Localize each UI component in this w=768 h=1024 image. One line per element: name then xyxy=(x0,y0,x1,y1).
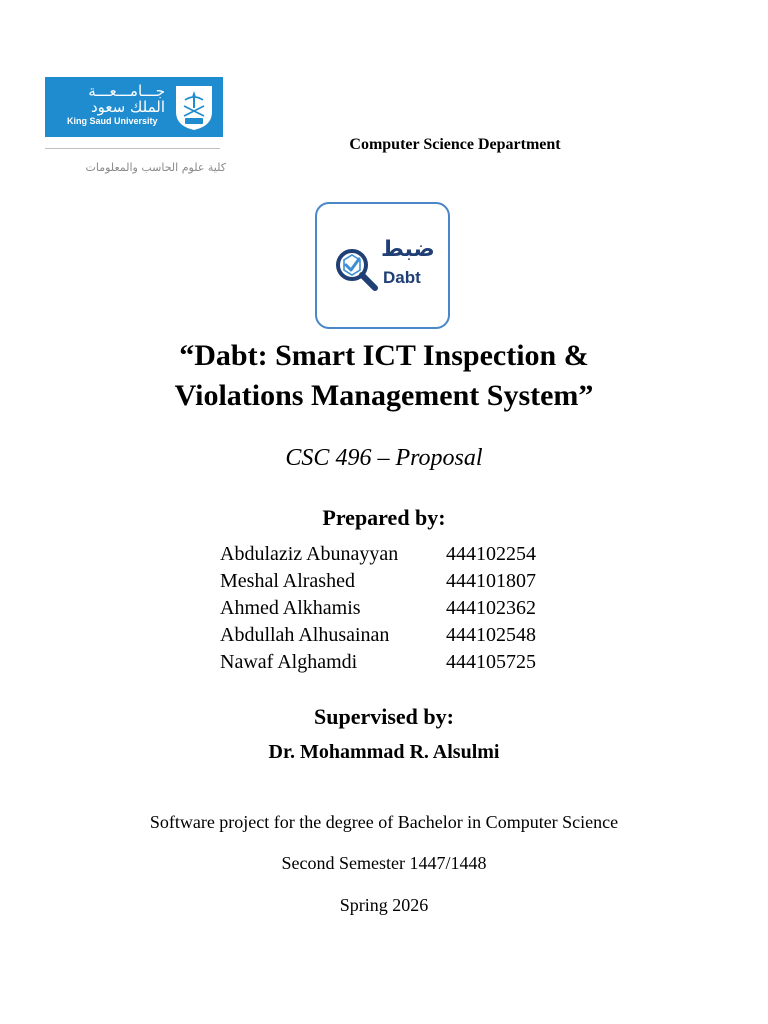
ksu-emblem-icon xyxy=(173,82,215,132)
dabt-logo xyxy=(315,202,450,329)
semester-line: Second Semester 1447/1448 xyxy=(281,853,487,873)
term-line: Spring 2026 xyxy=(339,895,429,915)
member-name: Abdulaziz Abunayyan xyxy=(220,543,399,565)
project-title: “Dabt: Smart ICT Inspection & Violations Management System” xyxy=(174,339,594,412)
supervisor-name: Dr. Mohammad R. Alsulmi xyxy=(268,741,500,763)
member-name: Nawaf Alghamdi xyxy=(220,651,358,673)
member-id: 444105725 xyxy=(446,651,536,673)
member-row xyxy=(220,595,580,622)
dabt-arabic-text: ضبط xyxy=(381,237,435,262)
degree-line: Software project for the degree of Bachelor in Computer Science xyxy=(149,812,619,832)
member-id: 444101807 xyxy=(446,570,536,592)
member-name: Ahmed Alkhamis xyxy=(220,597,361,619)
member-row xyxy=(220,622,580,649)
member-row xyxy=(220,649,580,676)
college-name: كلية علوم الحاسب والمعلومات xyxy=(85,161,226,174)
department-name: Computer Science Department xyxy=(349,136,561,153)
ksu-logo xyxy=(45,77,223,137)
member-row xyxy=(220,541,580,568)
ksu-english-name: King Saud University xyxy=(67,116,158,126)
logo-divider xyxy=(45,148,220,149)
member-id: 444102362 xyxy=(446,597,536,619)
ksu-arabic-name: جـــامـــعـــة الملك سعود xyxy=(88,82,165,116)
member-name: Abdullah Alhusainan xyxy=(220,624,390,646)
members-list xyxy=(220,541,580,676)
prepared-by-heading: Prepared by: xyxy=(322,505,446,530)
member-row xyxy=(220,568,580,595)
member-id: 444102254 xyxy=(446,543,536,565)
magnifier-check-icon xyxy=(333,246,379,292)
supervised-by-heading: Supervised by: xyxy=(314,704,454,729)
member-id: 444102548 xyxy=(446,624,536,646)
course-label: CSC 496 – Proposal xyxy=(285,445,483,471)
dabt-english-text: Dabt xyxy=(383,268,421,287)
member-name: Meshal Alrashed xyxy=(220,570,355,592)
